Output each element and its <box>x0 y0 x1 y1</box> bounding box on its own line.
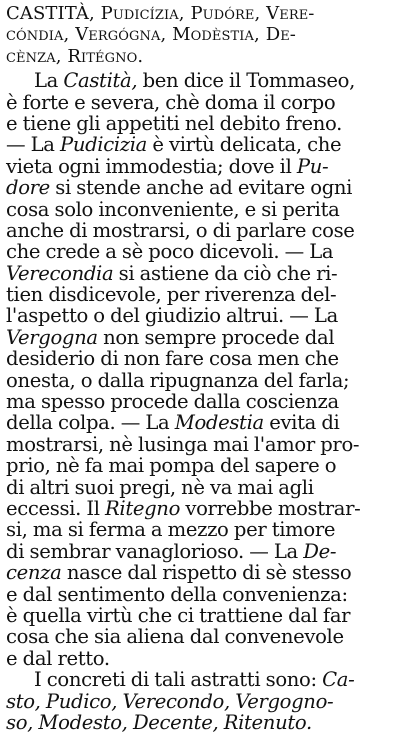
body-line <box>6 584 396 605</box>
headword-decenza-cont: cènza <box>6 45 56 67</box>
body-line <box>6 134 396 155</box>
body-text-run: cosa che sia aliena dal convenevole <box>6 625 344 649</box>
body-line <box>6 263 396 284</box>
body-line <box>6 177 396 198</box>
heading-line: cóndia, Vergógna, Modèstia, De- <box>6 24 296 46</box>
term-emphasis: Pudicizia <box>60 133 147 157</box>
headword-vergogna: Vergógna <box>75 24 161 46</box>
body-line <box>6 455 396 476</box>
body-line <box>6 605 396 626</box>
term-emphasis: Pu- <box>296 154 329 178</box>
body-text-run: anche di mostrarsi, o di parlare cose <box>6 218 355 242</box>
body-line <box>6 70 396 91</box>
headword-castita: CASTITÀ <box>6 3 89 24</box>
body-line <box>6 391 396 412</box>
body-line <box>6 241 396 262</box>
body-text-run: che crede a sè poco dicevoli. — La <box>6 240 334 264</box>
body-line <box>6 477 396 498</box>
dictionary-page <box>6 3 396 733</box>
body-text-run: non sempre procede dal <box>97 325 335 349</box>
body-line <box>6 519 396 540</box>
body-line <box>6 669 396 690</box>
body-text-run: e dal sentimento della convenienza: <box>6 582 348 606</box>
entry-body <box>6 70 396 733</box>
body-text-run: eccessi. Il <box>6 496 106 520</box>
term-emphasis: sto, Pudico, Verecondo, Vergogno- <box>6 689 334 713</box>
body-text-run: è quella virtù che ci trattiene dal far <box>6 603 351 627</box>
body-text-run: desiderio di non fare cosa men che <box>6 347 339 371</box>
body-text-run: si, ma si ferma a mezzo per timore <box>6 518 336 542</box>
body-line <box>6 220 396 241</box>
body-line <box>6 648 396 669</box>
body-line <box>6 434 396 455</box>
body-line <box>6 691 396 712</box>
body-line <box>6 348 396 369</box>
heading-line: cènza, Ritégno. <box>6 45 144 67</box>
term-emphasis: Vergogna <box>6 325 98 349</box>
body-line <box>6 370 396 391</box>
body-text-run: e tiene gli appetiti nel debito freno. <box>6 111 342 135</box>
headword-modestia: Modèstia <box>172 24 255 46</box>
headword-pudore: Pudóre <box>190 3 255 24</box>
headword-verecondia-cont: cóndia <box>6 24 64 46</box>
body-line <box>6 92 396 113</box>
headword-verecondia: Vere- <box>266 3 315 24</box>
headword-ritegno: Ritégno <box>67 45 138 67</box>
term-emphasis: De- <box>303 539 337 563</box>
term-emphasis: Modestia <box>174 411 264 435</box>
body-text-run: vieta ogni immodestia; dove il <box>6 154 297 178</box>
body-text-run: onesta, o dalla ripugnanza del farla; <box>6 368 350 392</box>
body-text-run: — La <box>6 133 60 157</box>
term-emphasis: Castità, <box>63 69 138 93</box>
body-text-run: ben dice il Tommaseo, <box>137 69 355 93</box>
body-text-run: evita di <box>263 411 340 435</box>
body-text-run: si stende anche ad evitare ogni <box>49 176 353 200</box>
body-line <box>6 327 396 348</box>
term-emphasis: so, Modesto, Decente, Ritenuto. <box>6 710 312 734</box>
body-text-run: prio, nè fa mai pompa del sapere o <box>6 454 337 478</box>
body-text-run: è forte e severa, chè doma il corpo <box>6 90 336 114</box>
body-text-run: di altri suoi pregi, nè va mai agli <box>6 475 314 499</box>
body-line <box>6 113 396 134</box>
headword-decenza: De- <box>265 24 296 46</box>
body-line <box>6 305 396 326</box>
body-line <box>6 199 396 220</box>
body-text-run: ma spesso procede dalla coscienza <box>6 390 339 414</box>
body-text-run: nasce dal rispetto di sè stesso <box>61 561 352 585</box>
body-line <box>6 541 396 562</box>
body-text-run: tien disdicevole, per riverenza del- <box>6 283 337 307</box>
body-text-run: della colpa. — La <box>6 411 175 435</box>
body-text-run: mostrarsi, nè lusinga mai l'amor pro- <box>6 432 360 456</box>
term-emphasis: dore <box>6 176 50 200</box>
entry-heading <box>6 3 396 67</box>
body-line <box>6 712 396 733</box>
body-text-run: di sembrar vanaglorioso. — La <box>6 539 304 563</box>
body-text-run: è virtù delicata, che <box>146 133 342 157</box>
heading-line: CASTITÀ, Pudicízia, Pudóre, Vere- <box>6 3 315 24</box>
body-text-run: l'aspetto o del giudizio altrui. — La <box>6 304 338 328</box>
body-text-run: I concreti di tali astratti sono: <box>34 668 323 692</box>
term-emphasis: cenza <box>6 561 62 585</box>
term-emphasis: Ritegno <box>105 496 181 520</box>
body-line <box>6 562 396 583</box>
body-line <box>6 156 396 177</box>
term-emphasis: Ca- <box>322 668 355 692</box>
body-text-run: La <box>34 69 64 93</box>
body-text-run: e dal retto. <box>6 646 110 670</box>
body-text-run: cosa solo inconveniente, e si perita <box>6 197 340 221</box>
body-text-run: vorrebbe mostrar- <box>180 496 361 520</box>
body-line <box>6 284 396 305</box>
body-text-run: si astiene da ciò che ri- <box>113 261 338 285</box>
term-emphasis: Verecondia <box>6 261 114 285</box>
body-line <box>6 412 396 433</box>
body-line <box>6 498 396 519</box>
body-line <box>6 626 396 647</box>
headword-pudicizia: Pudicízia <box>100 3 179 24</box>
